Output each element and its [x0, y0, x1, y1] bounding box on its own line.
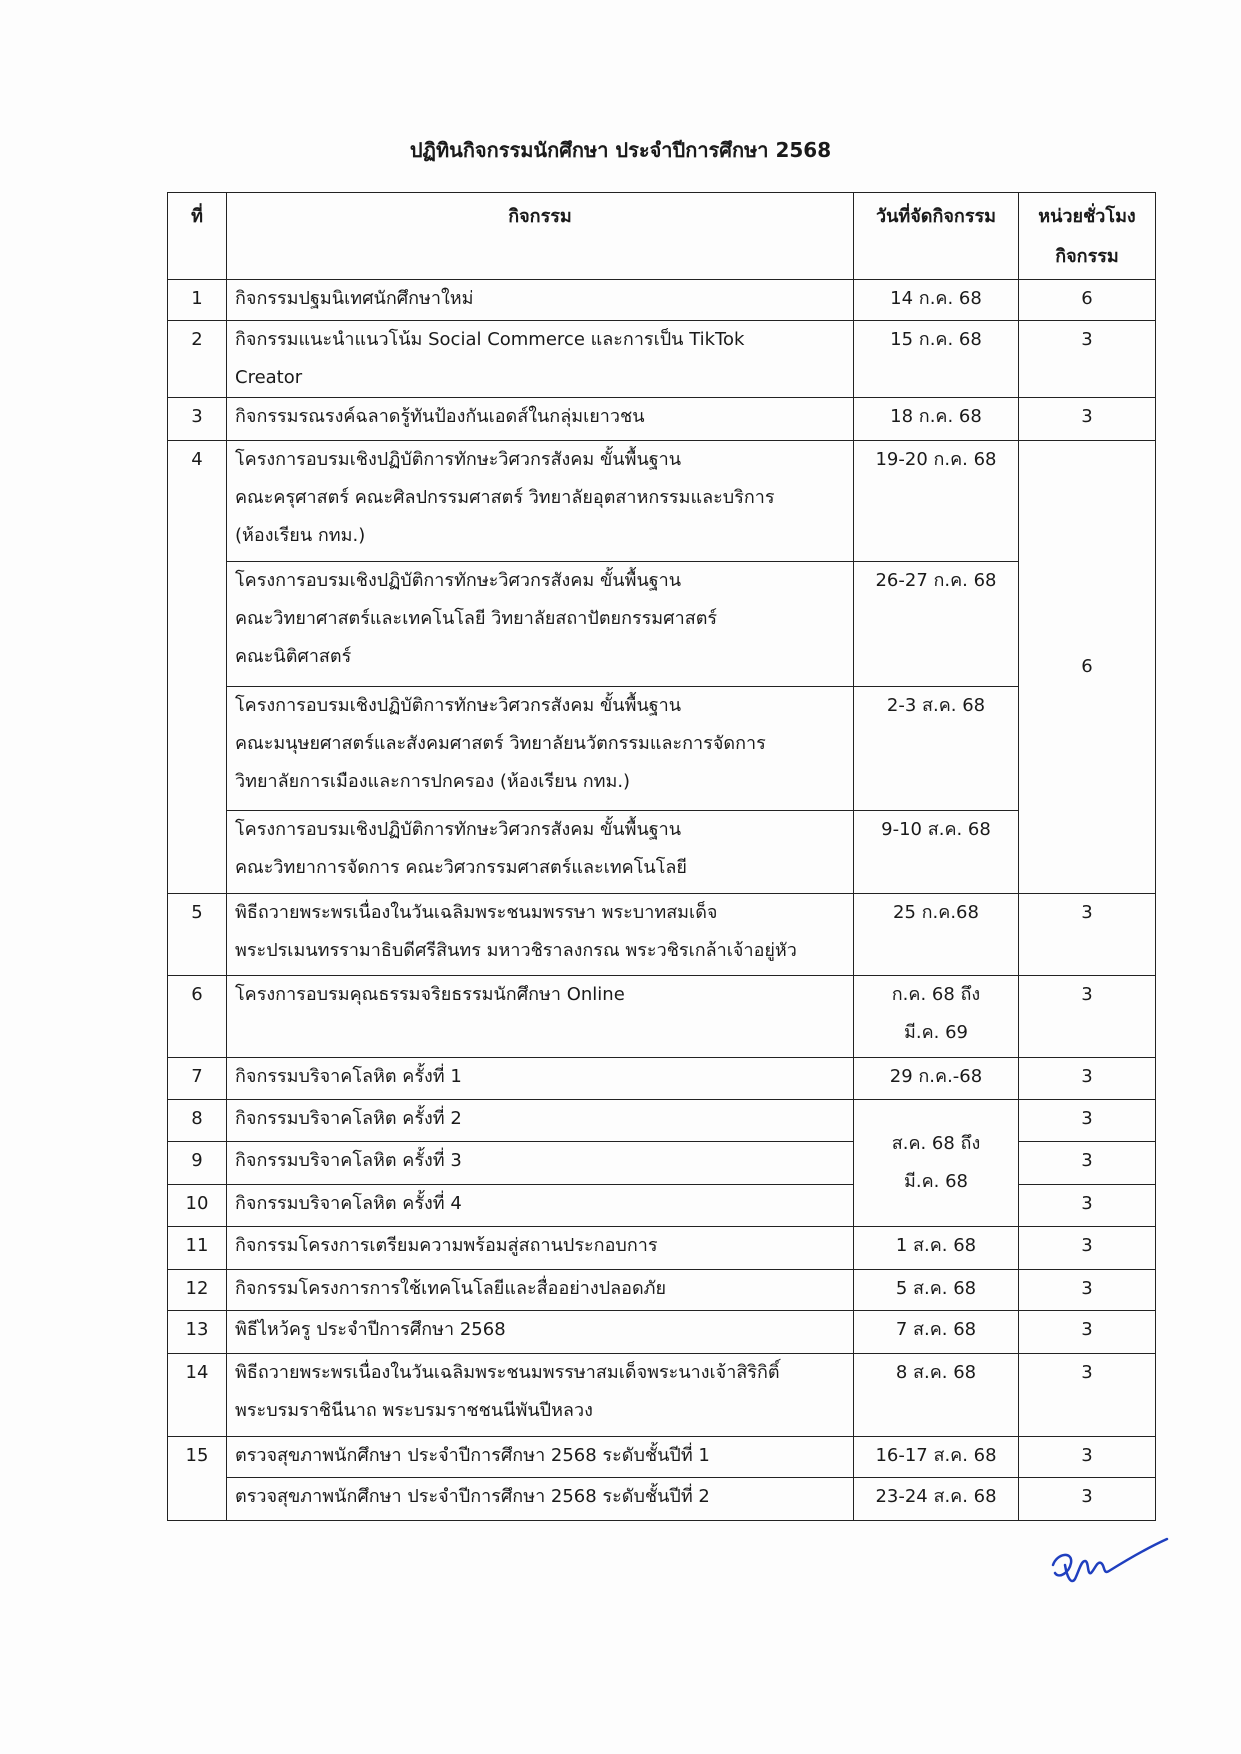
activity-cell: [227, 1142, 854, 1185]
row-number: 12: [168, 1270, 227, 1311]
row-number: 4: [168, 441, 227, 894]
activity-line: กิจกรรมโครงการเตรียมความพร้อมสู่สถานประกอบการ: [235, 1235, 658, 1256]
activity-line: โครงการอบรมเชิงปฏิบัติการทักษะวิศวกรสังคม ขั้นพื้นฐาน: [235, 570, 682, 591]
row-number: 15: [168, 1437, 227, 1521]
hours-cell: 3: [1019, 1227, 1156, 1270]
date-cell: [854, 1437, 1019, 1478]
table-row: [168, 441, 1156, 562]
activity-cell: [227, 398, 854, 441]
table-row: [168, 1058, 1156, 1100]
activity-line: โครงการอบรมเชิงปฏิบัติการทักษะวิศวกรสังคม ขั้นพื้นฐาน: [235, 695, 682, 716]
activity-cell: [227, 1311, 854, 1354]
table-row: [168, 321, 1156, 398]
activity-line: วิทยาลัยการเมืองและการปกครอง (ห้องเรียน กทม.): [235, 771, 631, 792]
row-number: 3: [168, 398, 227, 441]
date-line: 9-10 ส.ค. 68: [881, 819, 991, 840]
table-row: [168, 280, 1156, 321]
row-number: 9: [168, 1142, 227, 1185]
activity-line: กิจกรรมบริจาคโลหิต ครั้งที่ 3: [235, 1150, 462, 1171]
activity-cell: [227, 1227, 854, 1270]
date-cell: [854, 1311, 1019, 1354]
date-cell: [854, 280, 1019, 321]
row-number: 10: [168, 1185, 227, 1227]
activity-cell: [227, 811, 854, 894]
header-row: [168, 193, 1156, 280]
table-row: [168, 1311, 1156, 1354]
activity-line: พระบรมราชินีนาถ พระบรมราชชนนีพันปีหลวง: [235, 1400, 593, 1421]
activity-cell: [227, 1478, 854, 1521]
date-line: 14 ก.ค. 68: [890, 288, 982, 309]
activity-line: กิจกรรมปฐมนิเทศนักศึกษาใหม่: [235, 288, 474, 309]
activity-cell: [227, 1100, 854, 1142]
date-cell: [854, 1354, 1019, 1437]
activity-line: คณะวิทยาศาสตร์และเทคโนโลยี วิทยาลัยสถาปัตยกรรมศาสตร์: [235, 608, 718, 629]
activity-line: กิจกรรมรณรงค์ฉลาดรู้ทันป้องกันเอดส์ในกลุ่มเยาวชน: [235, 406, 645, 427]
activity-cell: [227, 280, 854, 321]
hours-cell: 3: [1019, 1100, 1156, 1142]
hours-cell: 3: [1019, 1185, 1156, 1227]
activity-line: Creator: [235, 367, 303, 388]
activity-cell: [227, 1354, 854, 1437]
date-cell: [854, 687, 1019, 811]
date-line: มี.ค. 69: [904, 1022, 968, 1043]
table-row: [168, 894, 1156, 976]
date-line: 16-17 ส.ค. 68: [875, 1445, 997, 1466]
date-line: 18 ก.ค. 68: [890, 406, 982, 427]
activity-cell: [227, 1437, 854, 1478]
activity-line: กิจกรรมบริจาคโลหิต ครั้งที่ 2: [235, 1108, 462, 1129]
table-row: [168, 687, 1156, 811]
date-cell: [854, 1270, 1019, 1311]
date-line: 1 ส.ค. 68: [895, 1235, 977, 1256]
hours-cell: 3: [1019, 1354, 1156, 1437]
date-line: 7 ส.ค. 68: [895, 1319, 977, 1340]
activity-line: โครงการอบรมเชิงปฏิบัติการทักษะวิศวกรสังคม ขั้นพื้นฐาน: [235, 449, 682, 470]
hours-cell: 3: [1019, 1142, 1156, 1185]
date-cell: [854, 1100, 1019, 1227]
activity-line: กิจกรรมบริจาคโลหิต ครั้งที่ 1: [235, 1066, 462, 1087]
table-row: [168, 562, 1156, 687]
hours-cell: 3: [1019, 1311, 1156, 1354]
date-cell: [854, 894, 1019, 976]
date-cell: [854, 976, 1019, 1058]
activity-line: พิธีถวายพระพรเนื่องในวันเฉลิมพระชนมพรรษาสมเด็จพระนางเจ้าสิริกิติ์: [235, 1362, 780, 1383]
date-line: 29 ก.ค.-68: [889, 1066, 983, 1087]
activity-cell: [227, 1058, 854, 1100]
hours-cell: 3: [1019, 1058, 1156, 1100]
date-line: 5 ส.ค. 68: [895, 1278, 977, 1299]
row-number: 7: [168, 1058, 227, 1100]
row-number: 13: [168, 1311, 227, 1354]
activity-cell: [227, 687, 854, 811]
activity-line: คณะวิทยาการจัดการ คณะวิศวกรรมศาสตร์และเทคโนโลยี: [235, 857, 687, 878]
date-cell: [854, 1058, 1019, 1100]
date-line: ก.ค. 68 ถึง: [891, 984, 981, 1005]
date-cell: [854, 811, 1019, 894]
activity-cell: [227, 441, 854, 562]
header-no: ที่: [168, 193, 227, 280]
date-line: ส.ค. 68 ถึง: [891, 1133, 981, 1154]
table-row: [168, 1270, 1156, 1311]
activity-line: คณะนิติศาสตร์: [235, 646, 352, 667]
date-line: 8 ส.ค. 68: [895, 1362, 977, 1383]
hours-cell: 3: [1019, 321, 1156, 398]
activity-line: พระปรเมนทรรามาธิบดีศรีสินทร มหาวชิราลงกรณ พระวชิรเกล้าเจ้าอยู่หัว: [235, 940, 797, 961]
table-row: [168, 811, 1156, 894]
hours-cell: 3: [1019, 894, 1156, 976]
activity-line: กิจกรรมแนะนำแนวโน้ม Social Commerce และการเป็น TikTok: [235, 329, 745, 350]
row-number: 11: [168, 1227, 227, 1270]
row-number: 14: [168, 1354, 227, 1437]
date-cell: [854, 441, 1019, 562]
activity-cell: [227, 1185, 854, 1227]
date-line: 19-20 ก.ค. 68: [875, 449, 997, 470]
activity-line: โครงการอบรมคุณธรรมจริยธรรมนักศึกษา Online: [235, 984, 625, 1005]
activity-line: คณะมนุษยศาสตร์และสังคมศาสตร์ วิทยาลัยนวัตกรรมและการจัดการ: [235, 733, 766, 754]
activity-line: ตรวจสุขภาพนักศึกษา ประจำปีการศึกษา 2568 ระดับชั้นปีที่ 1: [235, 1445, 710, 1466]
activity-line: ตรวจสุขภาพนักศึกษา ประจำปีการศึกษา 2568 ระดับชั้นปีที่ 2: [235, 1486, 710, 1507]
header-hours-line2: กิจกรรม: [1055, 246, 1119, 267]
date-line: มี.ค. 68: [904, 1171, 968, 1192]
header-hours-line1: หน่วยชั่วโมง: [1038, 206, 1136, 227]
activity-line: โครงการอบรมเชิงปฏิบัติการทักษะวิศวกรสังคม ขั้นพื้นฐาน: [235, 819, 682, 840]
date-line: 26-27 ก.ค. 68: [875, 570, 997, 591]
row-number: 5: [168, 894, 227, 976]
activity-line: คณะครุศาสตร์ คณะศิลปกรรมศาสตร์ วิทยาลัยอุตสาหกรรมและบริการ: [235, 487, 775, 508]
header-activity: กิจกรรม: [227, 193, 854, 280]
table-row: [168, 1227, 1156, 1270]
activity-line: พิธีไหว้ครู ประจำปีการศึกษา 2568: [235, 1319, 506, 1340]
row-number: 6: [168, 976, 227, 1058]
table-row: [168, 1100, 1156, 1142]
date-line: 23-24 ส.ค. 68: [875, 1486, 997, 1507]
hours-cell: 3: [1019, 976, 1156, 1058]
activity-cell: [227, 562, 854, 687]
activity-cell: [227, 894, 854, 976]
date-cell: [854, 1478, 1019, 1521]
hours-cell: 3: [1019, 1270, 1156, 1311]
activity-line: กิจกรรมบริจาคโลหิต ครั้งที่ 4: [235, 1193, 462, 1214]
row-number: 1: [168, 280, 227, 321]
activity-calendar-table: [167, 192, 1156, 1521]
date-cell: [854, 562, 1019, 687]
row-number: 2: [168, 321, 227, 398]
date-cell: [854, 321, 1019, 398]
hours-cell: 3: [1019, 1478, 1156, 1521]
table-row: [168, 1478, 1156, 1521]
activity-line: กิจกรรมโครงการการใช้เทคโนโลยีและสื่ออย่างปลอดภัย: [235, 1278, 667, 1299]
activity-line: (ห้องเรียน กทม.): [235, 525, 366, 546]
table-row: [168, 1354, 1156, 1437]
table-row: [168, 398, 1156, 441]
hours-cell: 3: [1019, 1437, 1156, 1478]
date-cell: [854, 1227, 1019, 1270]
header-date: วันที่จัดกิจกรรม: [854, 193, 1019, 280]
activity-cell: [227, 1270, 854, 1311]
date-line: 25 ก.ค.68: [893, 902, 979, 923]
signature: [1045, 1535, 1170, 1595]
date-line: 15 ก.ค. 68: [890, 329, 982, 350]
header-hours: [1019, 193, 1156, 280]
table-row: [168, 976, 1156, 1058]
date-cell: [854, 398, 1019, 441]
document-title: ปฏิทินกิจกรรมนักศึกษา ประจำปีการศึกษา 2568: [409, 138, 832, 162]
date-line: 2-3 ส.ค. 68: [886, 695, 986, 716]
table-row: [168, 1437, 1156, 1478]
hours-cell: 3: [1019, 398, 1156, 441]
hours-cell: 6: [1019, 280, 1156, 321]
activity-line: พิธีถวายพระพรเนื่องในวันเฉลิมพระชนมพรรษา พระบาทสมเด็จ: [235, 902, 718, 923]
row-number: 8: [168, 1100, 227, 1142]
activity-cell: [227, 321, 854, 398]
hours-cell: 6: [1019, 441, 1156, 894]
activity-cell: [227, 976, 854, 1058]
